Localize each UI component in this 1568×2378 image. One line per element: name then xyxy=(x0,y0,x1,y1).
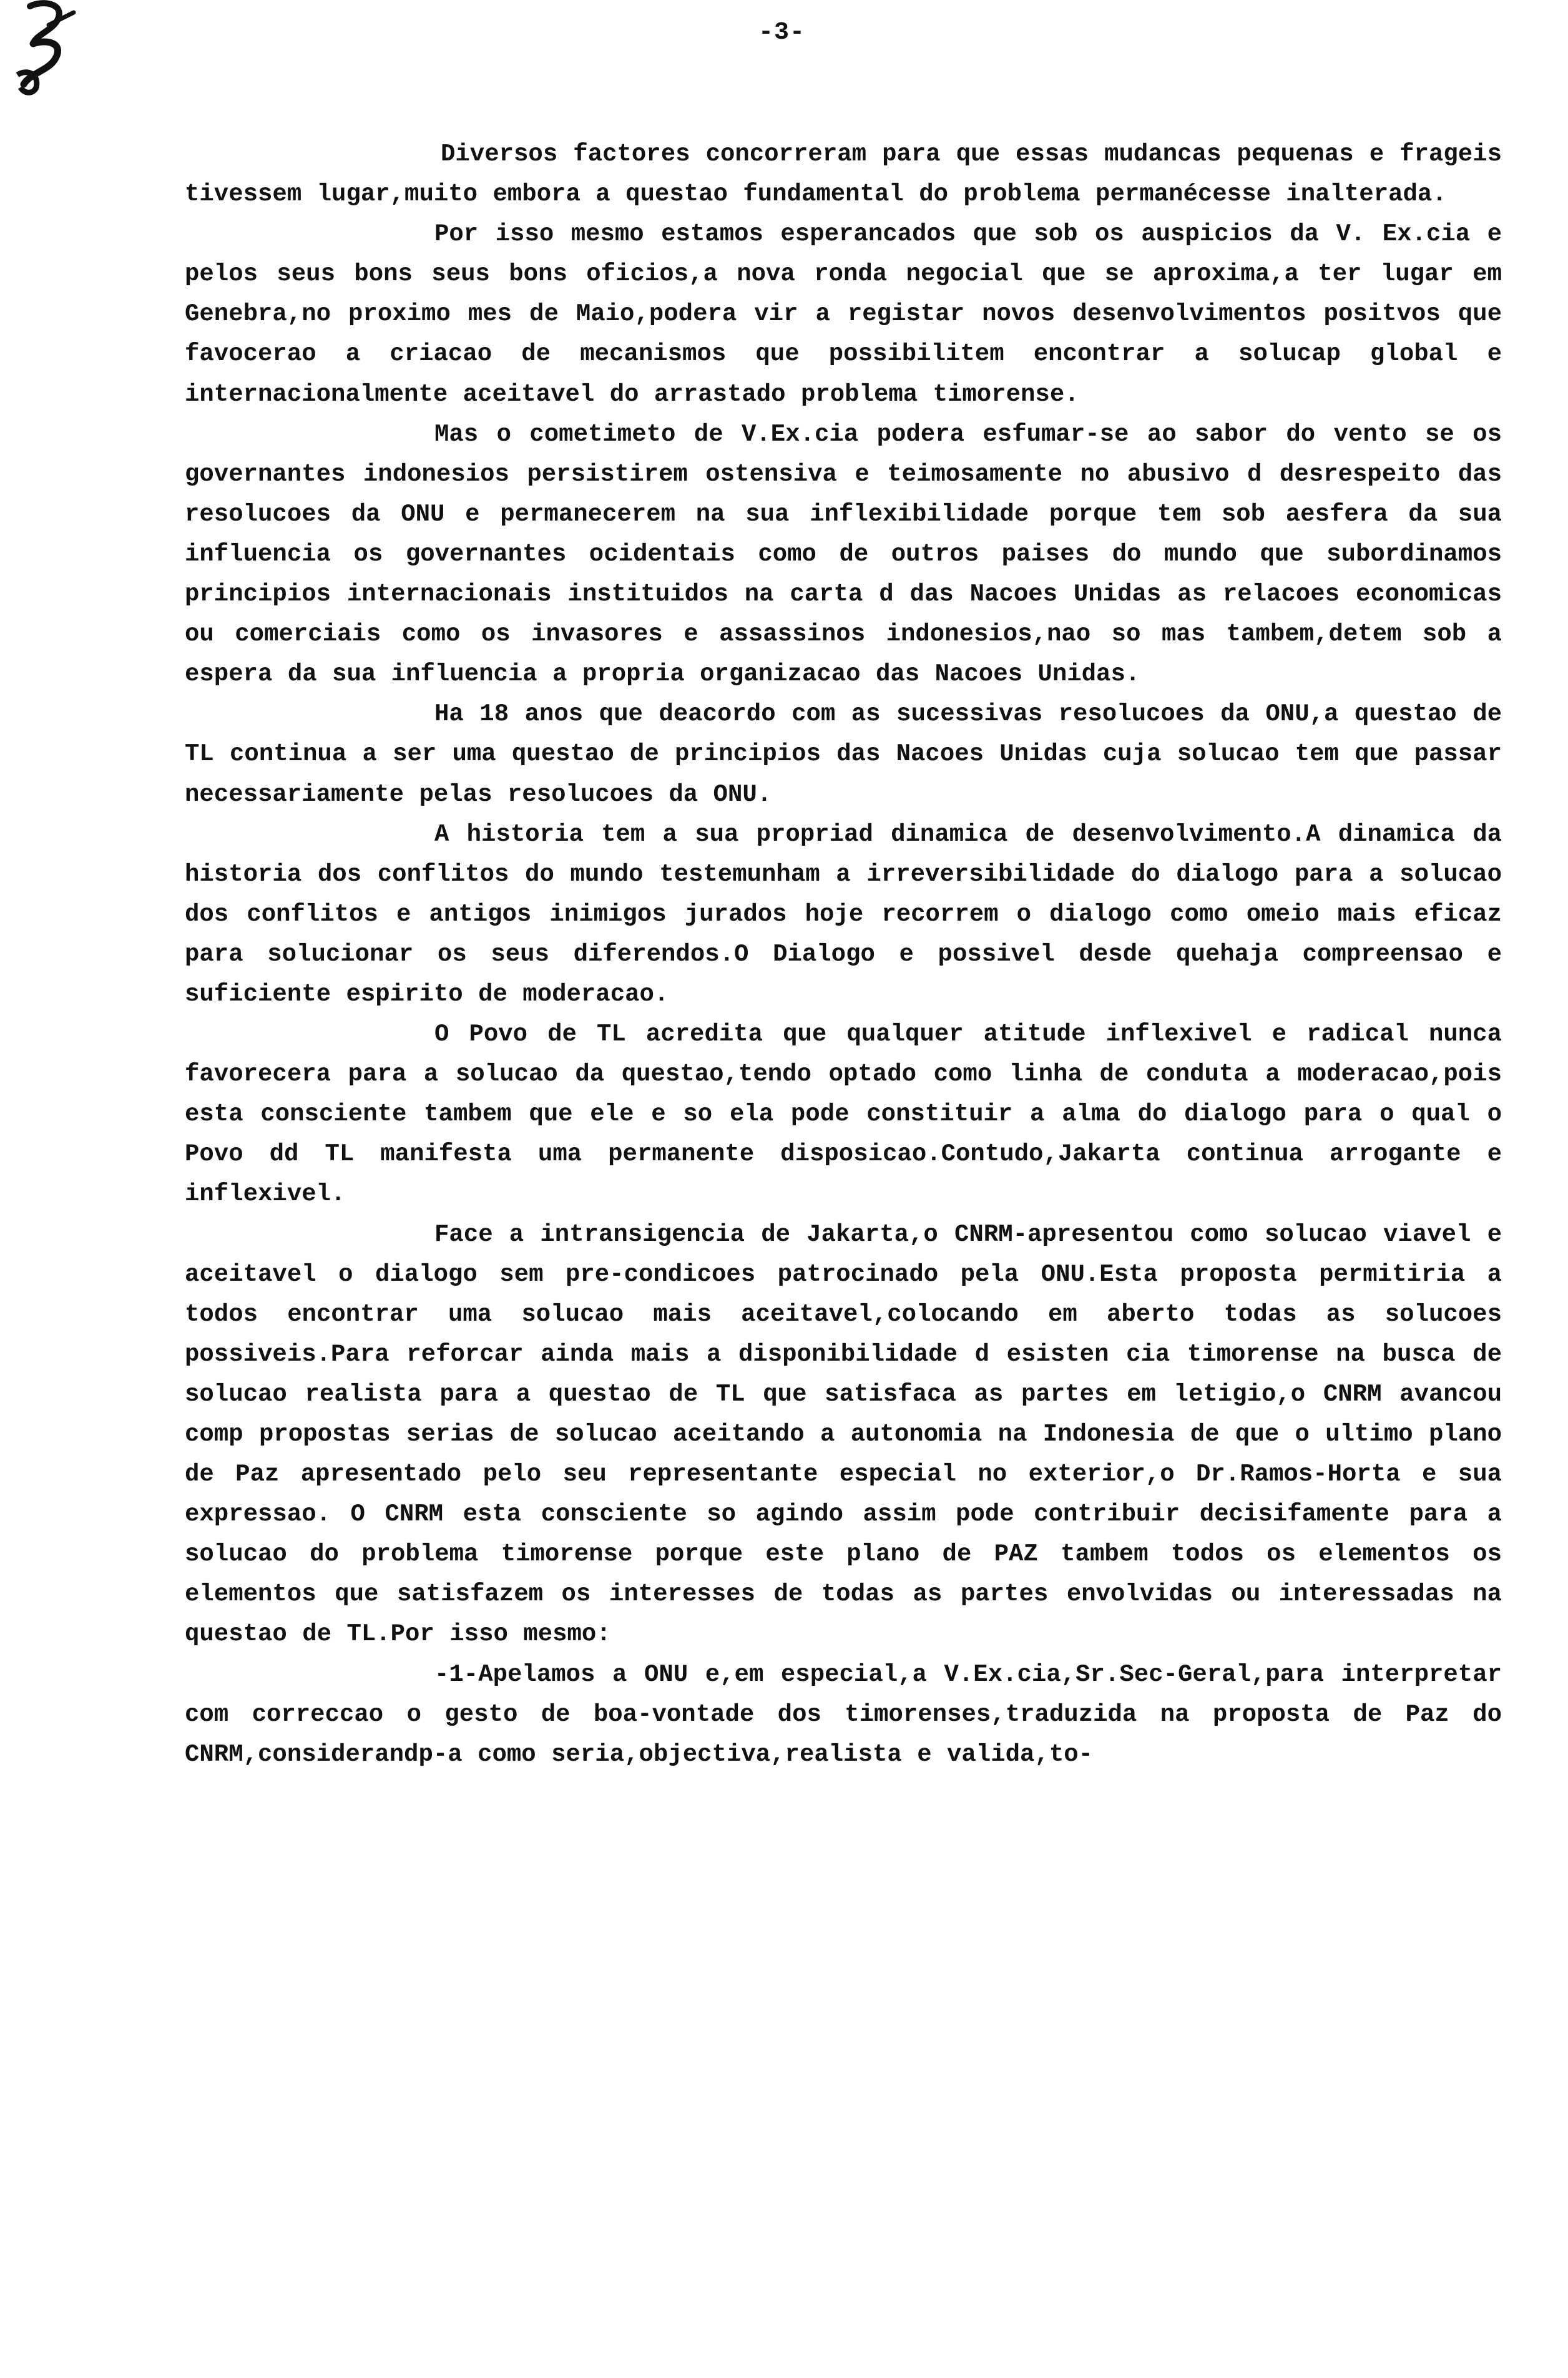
paragraph: Ha 18 anos que deacordo com as sucessivas resolucoes da ONU,a questao de TL continua a ser uma questao de principios das Nacoes Unidas cuja solucao tem que passar necessariamente pelas resolucoes da ONU. xyxy=(185,700,1502,808)
body-text xyxy=(185,134,1502,1774)
paragraph: Mas o cometimeto de V.Ex.cia podera esfumar-se ao sabor do vento se os governantes indonesios persistirem ostensiva e teimosamente no abusivo d desrespeito das resolucoes da ONU e permanecerem na sua inflexibilidade porque tem sob aesfera da sua influencia os governantes ocidentais como de outros paises do mundo que subordinamos principios internacionais instituidos na carta d das Nacoes Unidas as relacoes economicas ou comerciais como os invasores e assassinos indonesios,nao so mas tambem,detem sob a espera da sua influencia a propria organizacao das Nacoes Unidas. xyxy=(185,420,1502,688)
paragraph: Face a intransigencia de Jakarta,o CNRM-apresentou como solucao viavel e aceitavel o dialogo sem pre-condicoes patrocinado pela ONU.Esta proposta permitiria a todos encontrar uma solucao mais aceitavel,colocando em aberto todas as solucoes possiveis.Para reforcar ainda mais a disponibilidade d esisten cia timorense na busca de solucao realista para a questao de TL que satisfaca as partes em letigio,o CNRM avancou comp propostas serias de solucao aceitando a autonomia na Indonesia de que o ultimo plano de Paz apresentado pelo seu representante especial no exterior,o Dr.Ramos-Horta e sua expressao. O CNRM esta consciente so agindo assim pode contribuir decisifamente para a solucao do problema timorense porque este plano de PAZ tambem todos os elementos os elementos que satisfazem os interesses de todas as partes envolvidas ou interessadas na questao de TL.Por isso mesmo: xyxy=(185,1220,1502,1648)
paragraph: Por isso mesmo estamos esperancados que sob os auspicios da V. Ex.cia e pelos seus bons seus bons oficios,a nova ronda negocial que se aproxima,a ter lugar em Genebra,no proximo mes de Maio,podera vir a registar novos desenvolvimentos positvos que favocerao a criacao de mecanismos que possibilitem encontrar a solucap global e internacionalmente aceitavel do arrastado problema timorense. xyxy=(185,220,1502,408)
paragraph: -1-Apelamos a ONU e,em especial,a V.Ex.cia,Sr.Sec-Geral,para interpretar com correccao o gesto de boa-vontade dos timorenses,traduzida na proposta de Paz do CNRM,considerandp-a como seria,objectiva,realista e valida,to- xyxy=(185,1660,1502,1768)
page-number: -3- xyxy=(758,19,806,47)
paragraph: Diversos factores concorreram para que essas mudancas pequenas e frageis tivessem lugar,muito embora a questao fundamental do problema permanécesse inalterada. xyxy=(185,140,1502,208)
handwritten-mark-icon xyxy=(5,0,99,100)
paragraph: O Povo de TL acredita que qualquer atitude inflexivel e radical nunca favorecera para a solucao da questao,tendo optado como linha de conduta a moderacao,pois esta consciente tambem que ele e so ela pode constituir a alma do dialogo para o qual o Povo dd TL manifesta uma permanente disposicao.Contudo,Jakarta continua arrogante e inflexivel. xyxy=(185,1020,1502,1208)
paragraph: A historia tem a sua propriad dinamica de desenvolvimento.A dinamica da historia dos conflitos do mundo testemunham a irreversibilidade do dialogo para a solucao dos conflitos e antigos inimigos jurados hoje recorrem o dialogo como omeio mais eficaz para solucionar os seus diferendos.O Dialogo e possivel desde quehaja compreensao e suficiente espirito de moderacao. xyxy=(185,820,1502,1008)
